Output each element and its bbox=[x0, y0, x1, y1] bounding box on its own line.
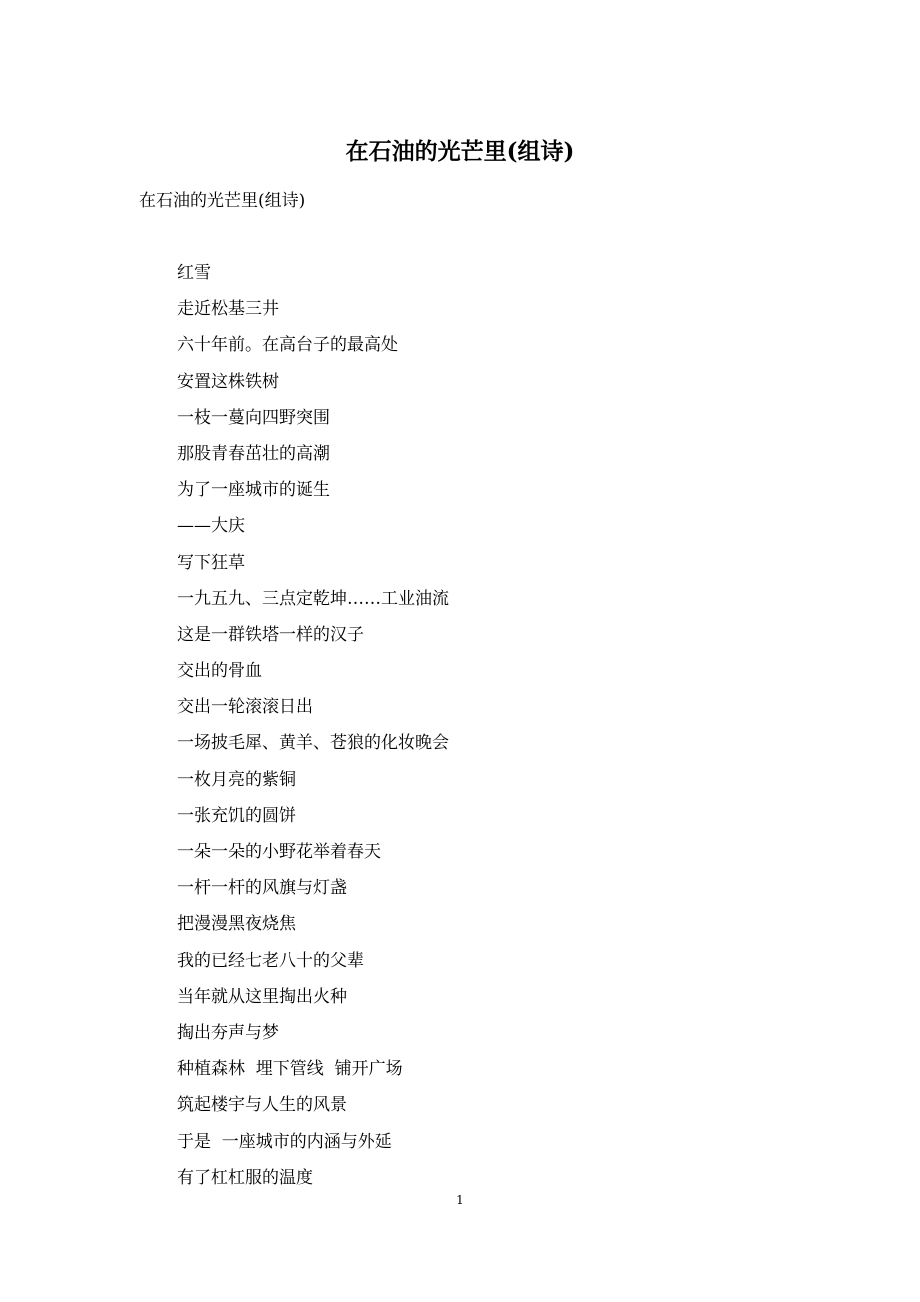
poem-line: 种植森林 埋下管线 铺开广场 bbox=[177, 1059, 403, 1080]
document-title: 在石油的光芒里(组诗) bbox=[345, 138, 575, 165]
poem-line: 这是一群铁塔一样的汉子 bbox=[177, 624, 364, 645]
poem-line: 为了一座城市的诞生 bbox=[177, 480, 330, 501]
poem-line: 一场披毛犀、黄羊、苍狼的化妆晚会 bbox=[177, 733, 449, 754]
poem-line: 写下狂草 bbox=[177, 552, 245, 573]
poem-line: 一九五九、三点定乾坤……工业油流 bbox=[177, 588, 449, 609]
poem-line: 走近松基三井 bbox=[177, 299, 279, 320]
poem-line: ——大庆 bbox=[177, 516, 245, 537]
poem-line: 于是 一座城市的内涵与外延 bbox=[177, 1131, 392, 1152]
poem-line: 安置这株铁树 bbox=[177, 371, 279, 392]
poem-line: 一张充饥的圆饼 bbox=[177, 805, 296, 826]
document-subtitle: 在石油的光芒里(组诗) bbox=[139, 191, 306, 211]
poem-body bbox=[177, 259, 449, 1200]
poem-line: 六十年前。在高台子的最高处 bbox=[177, 335, 398, 356]
poem-line: 有了杠杠服的温度 bbox=[177, 1167, 313, 1188]
poem-line: 红雪 bbox=[177, 263, 211, 283]
poem-line: 交出一轮滚滚日出 bbox=[177, 697, 313, 718]
poem-line: 那股青春茁壮的高潮 bbox=[177, 443, 330, 464]
poem-line: 一朵一朵的小野花举着春天 bbox=[177, 842, 381, 862]
poem-line: 筑起楼宇与人生的风景 bbox=[177, 1095, 347, 1116]
poem-line: 一枝一蔓向四野突围 bbox=[177, 407, 330, 428]
poem-line: 把漫漫黑夜烧焦 bbox=[177, 914, 296, 935]
poem-line: 一杆一杆的风旗与灯盏 bbox=[177, 878, 347, 899]
poem-line: 掏出夯声与梦 bbox=[177, 1022, 279, 1043]
poem-line: 当年就从这里掏出火种 bbox=[177, 986, 347, 1007]
page-number: 1 bbox=[456, 1193, 464, 1207]
poem-line: 一枚月亮的紫铜 bbox=[177, 769, 296, 790]
poem-line: 交出的骨血 bbox=[177, 661, 262, 682]
poem-line: 我的已经七老八十的父辈 bbox=[177, 950, 364, 971]
